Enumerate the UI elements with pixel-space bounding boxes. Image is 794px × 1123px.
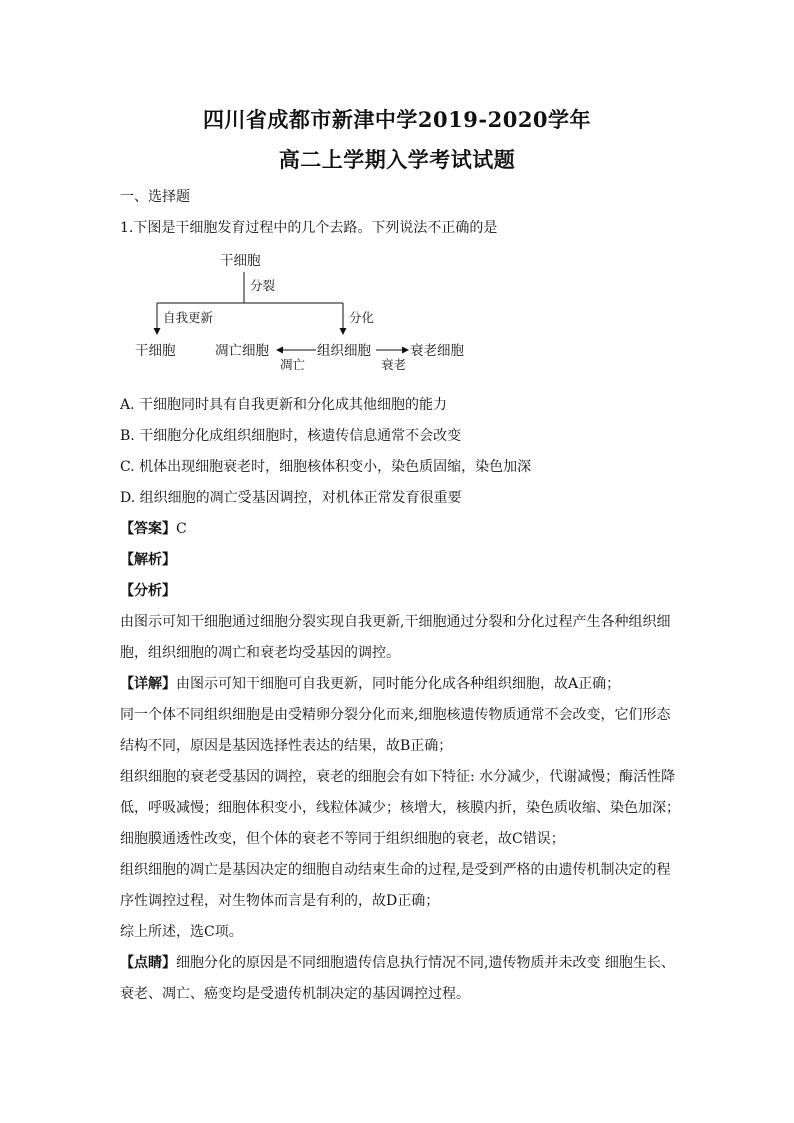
- option-a: A. 干细胞同时具有自我更新和分化成其他细胞的能力: [120, 397, 448, 413]
- analysis-tag: 【解析】: [120, 552, 176, 568]
- fenxi-line-2: 胞，组织细胞的凋亡和衰老均受基因的调控。: [120, 645, 400, 661]
- label-differentiate: 分化: [349, 310, 375, 325]
- detail-line-2: 结构不同，原因是基因选择性表达的结果，故B正确；: [120, 738, 453, 754]
- detail-line-0: [120, 674, 680, 694]
- label-apoptosis: 凋亡: [280, 357, 306, 372]
- title-line-1: 四川省成都市新津中学2019-2020学年: [202, 107, 592, 132]
- label-split: 分裂: [250, 278, 276, 293]
- tip-line-1: [120, 953, 680, 973]
- option-d: D. 组织细胞的凋亡受基因调控，对机体正常发育很重要: [120, 490, 462, 506]
- tip-tag: 【点睛】: [120, 955, 176, 971]
- question-stem: 1.下图是干细胞发育过程中的几个去路。下列说法不正确的是: [120, 220, 498, 236]
- stem-cell-diagram: [120, 248, 480, 373]
- node-tissue-cell: 组织细胞: [317, 343, 371, 359]
- label-aging: 衰老: [381, 357, 407, 372]
- node-aging-cell: 衰老细胞: [410, 343, 464, 359]
- node-stem-cell-top: 干细胞: [220, 253, 261, 269]
- title-line-2: 高二上学期入学考试试题: [278, 147, 516, 172]
- detail-line-3: 组织细胞的衰老受基因的调控，衰老的细胞会有如下特征: 水分减少，代谢减慢；酶活性降: [120, 769, 676, 785]
- tip-line-2: 衰老、凋亡、癌变均是受遗传机制决定的基因调控过程。: [120, 986, 470, 1002]
- detail-line-1: 同一个体不同组织细胞是由受精卵分裂分化而来,细胞核遗传物质通常不会改变，它们形态: [120, 707, 671, 723]
- tip-text-1: 细胞分化的原因是不同细胞遗传信息执行情况不同,遗传物质并未改变 细胞生长、: [176, 955, 675, 971]
- detail-line-6: 组织细胞的凋亡是基因决定的细胞自动结束生命的过程,是受到严格的由遗传机制决定的程: [120, 862, 671, 878]
- detail-line-5: 细胞膜通透性改变，但个体的衰老不等同于组织细胞的衰老，故C错误；: [120, 831, 565, 847]
- detail-line-4: 低，呼吸减慢；细胞体积变小，线粒体减少；核增大，核膜内折，染色质收缩、染色加深；: [120, 800, 680, 816]
- answer-tag: 【答案】: [120, 521, 176, 537]
- fenxi-tag: 【分析】: [120, 583, 176, 599]
- section-heading: 一、选择题: [120, 189, 190, 205]
- detail-tag: 【详解】: [120, 676, 176, 692]
- node-apoptotic-cell: 凋亡细胞: [215, 343, 269, 359]
- detail-line-8: 综上所述，选C项。: [120, 924, 243, 940]
- answer-value: C: [176, 521, 187, 537]
- label-self-renew: 自我更新: [163, 310, 214, 325]
- option-b: B. 干细胞分化成组织细胞时，核遗传信息通常不会改变: [120, 428, 462, 444]
- answer-line: [120, 519, 680, 539]
- node-stem-cell: 干细胞: [135, 343, 176, 359]
- detail-first: 由图示可知干细胞可自我更新，同时能分化成各种组织细胞，故A正确；: [176, 676, 621, 692]
- detail-line-7: 序性调控过程，对生物体而言是有利的，故D正确；: [120, 893, 440, 909]
- option-c: C. 机体出现细胞衰老时，细胞核体积变小，染色质固缩，染色加深: [120, 459, 532, 475]
- fenxi-line-1: 由图示可知干细胞通过细胞分裂实现自我更新,干细胞通过分裂和分化过程产生各种组织细: [120, 614, 671, 630]
